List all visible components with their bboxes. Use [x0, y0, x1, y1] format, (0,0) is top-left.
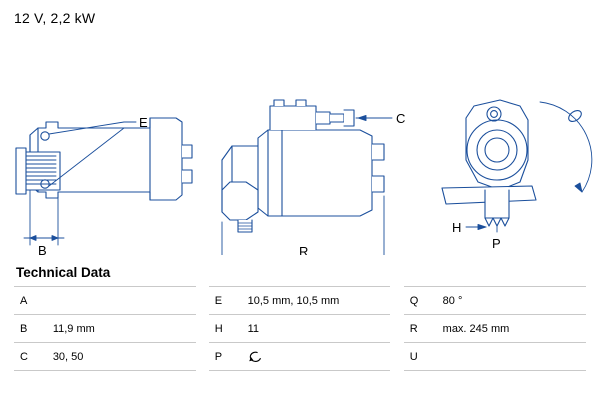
table-row	[14, 343, 586, 371]
row-key-p: P	[209, 343, 242, 371]
row-value-c: 30, 50	[47, 343, 196, 371]
technical-data-table	[14, 286, 586, 371]
technical-drawings	[0, 40, 600, 255]
drawing-label-B: B	[38, 243, 47, 255]
front-view-drawing	[216, 100, 392, 255]
table-row	[14, 287, 586, 315]
column-spacer	[390, 315, 403, 343]
row-value-b: 11,9 mm	[47, 315, 196, 343]
row-key-b: B	[14, 315, 47, 343]
drawing-label-P: P	[492, 236, 501, 251]
row-key-u: U	[404, 343, 437, 371]
row-key-q: Q	[404, 287, 437, 315]
drawing-label-H: H	[452, 220, 462, 235]
drawing-label-E: E	[139, 115, 148, 130]
column-spacer	[196, 343, 209, 371]
row-key-r: R	[404, 315, 437, 343]
end-view-drawing	[442, 100, 592, 232]
row-value-p	[242, 343, 391, 371]
technical-data-section	[14, 265, 586, 371]
column-spacer	[196, 287, 209, 315]
row-key-c: C	[14, 343, 47, 371]
row-value-h: 11	[242, 315, 391, 343]
row-value-r: max. 245 mm	[437, 315, 586, 343]
row-value-a	[47, 287, 196, 315]
drawing-svg	[0, 40, 600, 255]
row-key-e: E	[209, 287, 242, 315]
row-value-u	[437, 343, 586, 371]
left-view-drawing	[16, 118, 192, 245]
row-key-a: A	[14, 287, 47, 315]
drawing-label-R: R	[299, 244, 309, 255]
technical-data-heading: Technical Data	[16, 265, 111, 280]
row-value-q: 80 °	[437, 287, 586, 315]
row-key-h: H	[209, 315, 242, 343]
column-spacer	[390, 343, 403, 371]
column-spacer	[196, 315, 209, 343]
table-row	[14, 315, 586, 343]
column-spacer	[390, 287, 403, 315]
row-value-e: 10,5 mm, 10,5 mm	[242, 287, 391, 315]
drawing-label-C: C	[396, 111, 406, 126]
rotation-arrow-icon	[248, 350, 264, 364]
page-title: 12 V, 2,2 kW	[14, 10, 96, 26]
